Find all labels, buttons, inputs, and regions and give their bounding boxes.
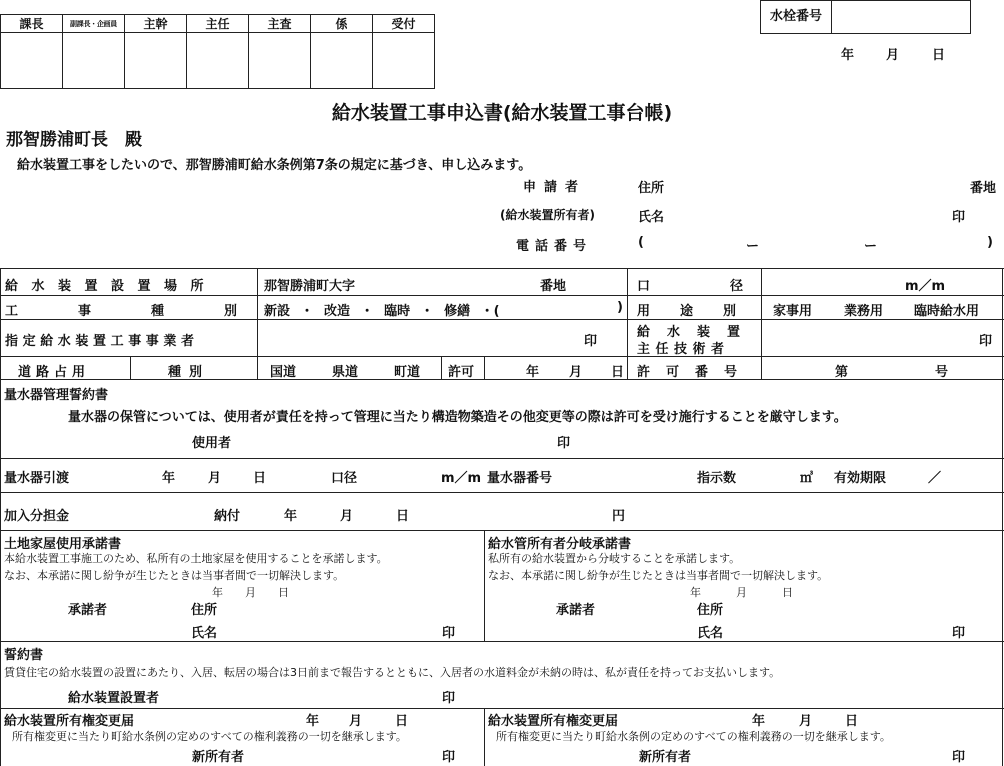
land-address-label: 住所 bbox=[191, 603, 218, 618]
use-domestic[interactable]: 家事用 bbox=[773, 304, 813, 319]
meter-pledge-seal: 印 bbox=[557, 436, 571, 451]
oath-installer-label: 給水装置設置者 bbox=[68, 691, 160, 706]
work-type-close-paren: ) bbox=[617, 300, 623, 315]
meter-number-label-2: 量水器番号 bbox=[487, 471, 553, 486]
transfer-left-seal: 印 bbox=[442, 750, 456, 765]
date-year-label: 年 bbox=[841, 48, 855, 63]
chief-engineer-label-2: 主任技術者 bbox=[637, 342, 730, 357]
transfer-right-title: 給水装置所有権変更届 bbox=[488, 714, 619, 729]
land-consent-year: 年 bbox=[212, 586, 223, 599]
work-type-label: 工事種別 bbox=[5, 304, 298, 319]
chief-engineer-seal: 印 bbox=[979, 334, 993, 349]
stamp-cell[interactable] bbox=[63, 33, 125, 89]
road-national[interactable]: 国道 bbox=[270, 365, 297, 380]
stamp-header-section-chief: 課長 bbox=[1, 15, 63, 33]
phone-dash: ー bbox=[746, 239, 760, 254]
chief-engineer-label-1: 給水装置 bbox=[637, 325, 758, 340]
meter-pledge-title: 量水器管理誓約書 bbox=[4, 388, 109, 403]
use-business[interactable]: 業務用 bbox=[844, 304, 884, 319]
meter-pledge-user-label: 使用者 bbox=[192, 436, 232, 451]
oath-text: 賃貸住宅の給水装置の設置にあたり、入居、転居の場合は3日前まで報告するとともに、入居者の水道料金が未納の時は、私が責任を持ってお支払いします。 bbox=[4, 666, 781, 679]
applicant-address-label: 住所 bbox=[638, 181, 665, 196]
charge-month: 月 bbox=[340, 509, 354, 524]
stamp-cell[interactable] bbox=[373, 33, 435, 89]
permit-month: 月 bbox=[569, 365, 583, 380]
cubic-meter-unit: ㎥ bbox=[800, 471, 814, 486]
page-title: 給水装置工事申込書(給水装置工事台帳) bbox=[331, 102, 673, 124]
land-consent-line1: 本給水装置工事施工のため、私所有の土地家屋を使用することを承諾します。 bbox=[4, 552, 388, 565]
stamp-cell[interactable] bbox=[1, 33, 63, 89]
stamp-cell[interactable] bbox=[249, 33, 311, 89]
stamp-cell[interactable] bbox=[125, 33, 187, 89]
branch-consenter-label: 承諾者 bbox=[556, 603, 596, 618]
meter-number-box bbox=[760, 0, 971, 34]
stamp-header-senior: 主任 bbox=[187, 15, 249, 33]
expiry-slash: ／ bbox=[928, 471, 942, 486]
meter-delivery-label: 量水器引渡 bbox=[4, 471, 70, 486]
branch-address-label: 住所 bbox=[697, 603, 724, 618]
use-temporary[interactable]: 臨時給水用 bbox=[914, 304, 980, 319]
stamp-header-staff: 係 bbox=[311, 15, 373, 33]
meter-delivery-unit: m／m bbox=[441, 471, 482, 486]
meter-number-label: 水栓番号 bbox=[761, 1, 832, 33]
road-occupation-label: 道路占用 bbox=[18, 365, 91, 380]
intro-text: 給水装置工事をしたいので、那智勝浦町給水条例第7条の規定に基づき、申し込みます。 bbox=[17, 158, 532, 173]
work-type-options[interactable]: 新設 ・ 改造 ・ 臨時 ・ 修繕 ・( bbox=[264, 304, 500, 319]
permit-year: 年 bbox=[526, 365, 540, 380]
addressee: 那智勝浦町長 殿 bbox=[6, 130, 142, 150]
permit-number-label: 許可番号 bbox=[637, 365, 754, 380]
land-consenter-label: 承諾者 bbox=[68, 603, 108, 618]
oath-title: 誓約書 bbox=[4, 648, 44, 663]
transfer-right-month: 月 bbox=[799, 714, 813, 729]
land-consent-day: 日 bbox=[278, 586, 289, 599]
transfer-left-month: 月 bbox=[349, 714, 363, 729]
land-name-label: 氏名 bbox=[191, 626, 218, 641]
use-label: 用途別 bbox=[637, 304, 767, 319]
phone-label: 電話番号 bbox=[516, 239, 593, 254]
contractor-label: 指定給水装置工事事業者 bbox=[5, 334, 199, 349]
branch-consent-year: 年 bbox=[690, 586, 701, 599]
stamp-header-chief-clerk: 主幹 bbox=[125, 15, 187, 33]
transfer-right-day: 日 bbox=[845, 714, 859, 729]
transfer-right-new-owner: 新所有者 bbox=[639, 750, 692, 765]
road-prefectural[interactable]: 県道 bbox=[332, 365, 359, 380]
charge-paid-label: 納付 bbox=[214, 509, 241, 524]
transfer-left-year: 年 bbox=[306, 714, 320, 729]
applicant-banchi-label: 番地 bbox=[970, 181, 997, 196]
meter-pledge-text: 量水器の保管については、使用者が責任を持って管理に当たり構造物築造その他変更等の際は許可を受け施行することを厳守します。 bbox=[68, 410, 847, 425]
charge-year: 年 bbox=[284, 509, 298, 524]
transfer-right-year: 年 bbox=[752, 714, 766, 729]
permit-go: 号 bbox=[935, 365, 949, 380]
transfer-left-new-owner: 新所有者 bbox=[192, 750, 245, 765]
land-consent-month: 月 bbox=[245, 586, 256, 599]
bore-unit: m／m bbox=[905, 279, 946, 294]
road-type-label: 種別 bbox=[168, 365, 211, 380]
meter-delivery-day: 日 bbox=[253, 471, 267, 486]
meter-reading-label: 指示数 bbox=[697, 471, 737, 486]
oath-seal: 印 bbox=[442, 691, 456, 706]
land-consent-title: 土地家屋使用承諾書 bbox=[4, 537, 122, 552]
phone-paren-close: ) bbox=[987, 235, 993, 250]
road-town[interactable]: 町道 bbox=[394, 365, 421, 380]
location-value: 那智勝浦町大字 bbox=[264, 279, 356, 294]
date-day-label: 日 bbox=[932, 48, 946, 63]
bore-label: 口径 bbox=[637, 279, 824, 294]
stamp-cell[interactable] bbox=[311, 33, 373, 89]
charge-label: 加入分担金 bbox=[4, 509, 70, 524]
stamp-header-deputy: 副課長・企画員 bbox=[63, 15, 125, 33]
stamp-cell[interactable] bbox=[187, 33, 249, 89]
stamp-header-reception: 受付 bbox=[373, 15, 435, 33]
meter-delivery-month: 月 bbox=[208, 471, 222, 486]
permit-day: 日 bbox=[611, 365, 625, 380]
transfer-left-text: 所有権変更に当たり町給水条例の定めのすべての権利義務の一切を継承します。 bbox=[12, 730, 407, 743]
expiry-label: 有効期限 bbox=[834, 471, 887, 486]
transfer-right-text: 所有権変更に当たり町給水条例の定めのすべての権利義務の一切を継承します。 bbox=[496, 730, 891, 743]
charge-yen: 円 bbox=[612, 509, 626, 524]
applicant-name-label: 氏名 bbox=[638, 210, 665, 225]
contractor-seal: 印 bbox=[584, 334, 598, 349]
branch-consent-title: 給水管所有者分岐承諾書 bbox=[488, 537, 632, 552]
permit-dai: 第 bbox=[835, 365, 849, 380]
charge-day: 日 bbox=[396, 509, 410, 524]
applicant-sub-label: (給水装置所有者) bbox=[500, 208, 595, 222]
meter-delivery-bore: 口径 bbox=[331, 471, 358, 486]
applicant-label: 申請者 bbox=[523, 180, 587, 195]
date-month-label: 月 bbox=[886, 48, 900, 63]
branch-consent-line1: 私所有の給水装置から分岐することを承諾します。 bbox=[488, 552, 741, 565]
stamp-header-inspector: 主査 bbox=[249, 15, 311, 33]
location-label: 給水装置設置場所 bbox=[5, 279, 218, 294]
transfer-left-day: 日 bbox=[395, 714, 409, 729]
phone-dash: ー bbox=[864, 239, 878, 254]
permit-label: 許可 bbox=[448, 365, 475, 380]
approval-stamp-table bbox=[0, 14, 435, 89]
applicant-seal: 印 bbox=[952, 210, 966, 225]
transfer-left-title: 給水装置所有権変更届 bbox=[4, 714, 135, 729]
meter-delivery-year: 年 bbox=[162, 471, 176, 486]
land-seal: 印 bbox=[442, 626, 456, 641]
transfer-right-seal: 印 bbox=[952, 750, 966, 765]
phone-paren-open: ( bbox=[638, 235, 644, 250]
branch-consent-day: 日 bbox=[782, 586, 793, 599]
land-consent-line2: なお、本承諾に関し紛争が生じたときは当事者間で一切解決します。 bbox=[4, 569, 345, 582]
branch-seal: 印 bbox=[952, 626, 966, 641]
branch-consent-month: 月 bbox=[736, 586, 747, 599]
meter-number-field[interactable] bbox=[832, 1, 969, 33]
location-banchi: 番地 bbox=[540, 279, 567, 294]
branch-name-label: 氏名 bbox=[697, 626, 724, 641]
branch-consent-line2: なお、本承諾に関し紛争が生じたときは当事者間で一切解決します。 bbox=[488, 569, 829, 582]
